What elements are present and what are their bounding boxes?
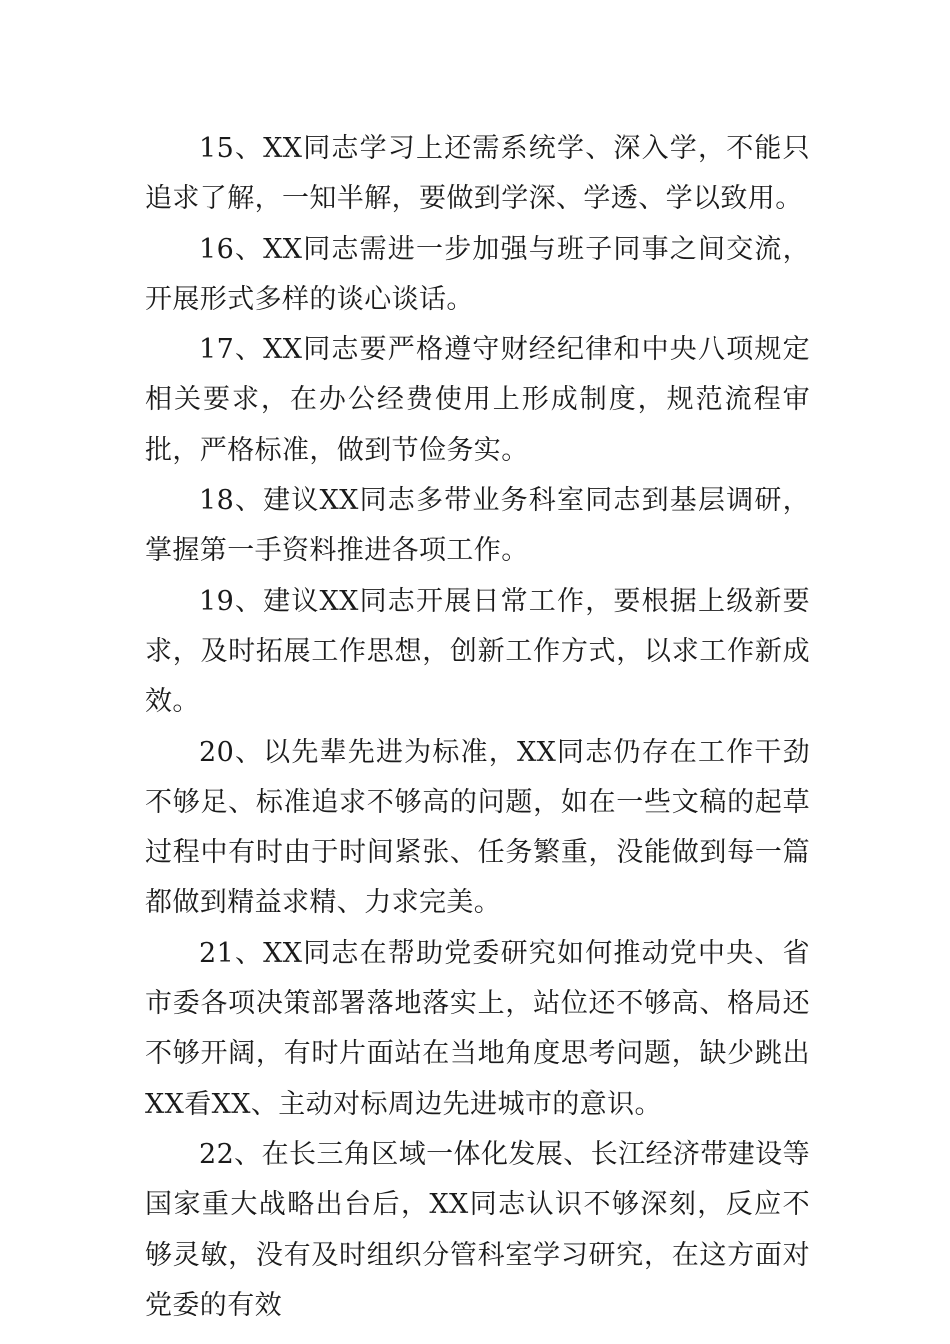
paragraph-18: 18、建议XX同志多带业务科室同志到基层调研，掌握第一手资料推进各项工作。: [145, 485, 810, 567]
paragraph-16: 16、XX同志需进一步加强与班子同事之间交流，开展形式多样的谈心谈话。: [145, 233, 810, 315]
paragraph-17: 17、XX同志要严格遵守财经纪律和中央八项规定相关要求，在办公经费使用上形成制度，规范流程审批，严格标准，做到节俭务实。: [145, 334, 810, 466]
paragraph-19: 19、建议XX同志开展日常工作，要根据上级新要求，及时拓展工作思想，创新工作方式，以求工作新成效。: [145, 585, 810, 718]
paragraph-15: 15、XX同志学习上还需系统学、深入学，不能只追求了解，一知半解，要做到学深、学透、学以致用。: [145, 133, 810, 215]
paragraph-21: 21、XX同志在帮助党委研究如何推动党中央、省市委各项决策部署落地落实上，站位还不够高、格局还不够开阔，有时片面站在当地角度思考问题，缺少跳出XX看XX、主动对标周边先进城市的意识。: [145, 937, 810, 1120]
document-body: [145, 124, 810, 1331]
paragraph-22: 22、在长三角区域一体化发展、长江经济带建设等国家重大战略出台后，XX同志认识不够深刻，反应不够灵敏，没有及时组织分管科室学习研究，在这方面对党委的有效: [145, 1138, 810, 1321]
paragraph-20: 20、以先辈先进为标准，XX同志仍存在工作干劲不够足、标准追求不够高的问题，如在一些文稿的起草过程中有时由于时间紧张、任务繁重，没能做到每一篇都做到精益求精、力求完美。: [145, 736, 810, 919]
